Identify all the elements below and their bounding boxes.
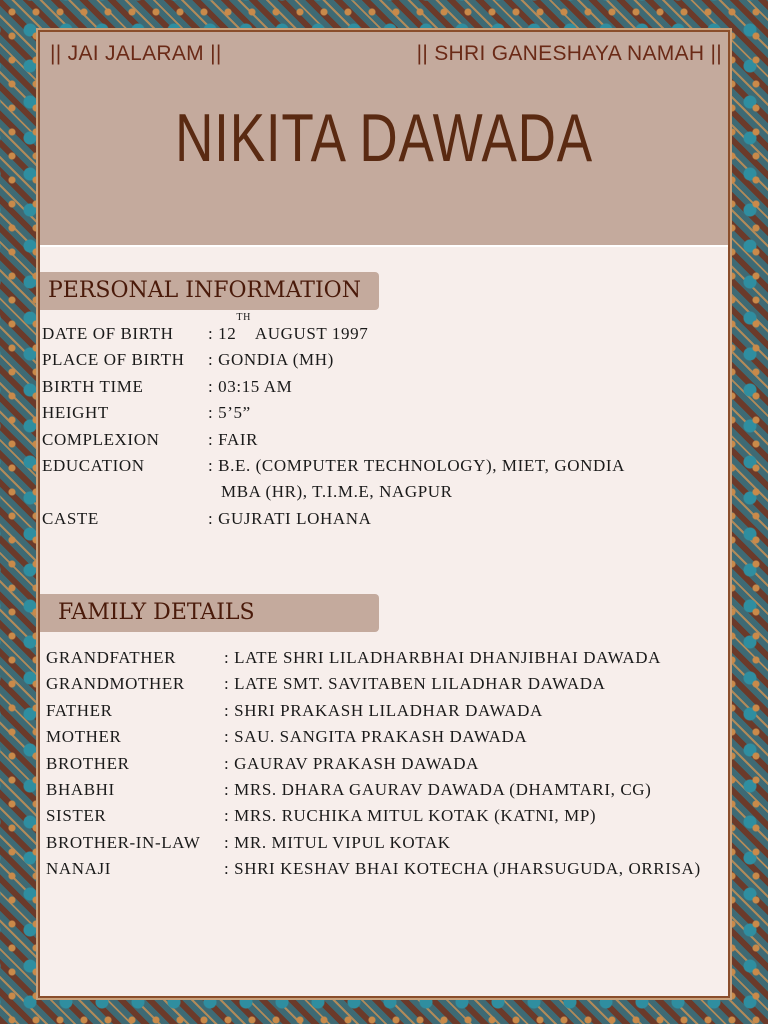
family-label: MOTHER [46,727,122,747]
row-complexion [42,427,625,453]
row-height [42,400,625,426]
row-education [42,453,625,479]
family-label: BROTHER [46,753,130,773]
family-label: SISTER [46,806,107,826]
value-date-of-birth [208,312,369,347]
value-education: : B.E. (COMPUTER TECHNOLOGY), MIET, GONDIA [208,455,625,475]
dob-month-year: AUGUST 1997 [250,324,369,343]
label-height: HEIGHT [42,403,109,423]
label-place-of-birth: PLACE OF BIRTH [42,350,185,370]
family-row [46,671,701,697]
row-education-continued [42,479,625,505]
label-complexion: COMPLEXION [42,429,160,449]
label-date-of-birth: DATE OF BIRTH [42,324,174,343]
family-details-heading: FAMILY DETAILS [40,594,379,632]
dob-ordinal: TH [236,312,251,323]
row-birth-time [42,374,625,400]
family-value: : SHRI KESHAV BHAI KOTECHA (JHARSUGUDA, ORRISA) [224,859,701,879]
value-education-continued: MBA (HR), T.I.M.E, NAGPUR [221,482,453,502]
candidate-name: NIKITA DAWADA [175,100,593,176]
family-value: : SAU. SANGITA PRAKASH DAWADA [224,727,528,747]
family-label: GRANDFATHER [46,648,177,667]
family-row [46,803,701,829]
personal-information-heading: PERSONAL INFORMATION [40,272,379,310]
family-label: FATHER [46,700,113,720]
header-band [40,32,728,245]
biodata-card [38,30,730,998]
family-value: : LATE SMT. SAVITABEN LILADHAR DAWADA [224,674,606,694]
family-value: : GAURAV PRAKASH DAWADA [224,753,480,773]
value-birth-time: : 03:15 AM [208,376,293,396]
family-row [46,751,701,777]
label-caste: CASTE [42,508,99,528]
family-row [46,698,701,724]
family-label: GRANDMOTHER [46,674,185,694]
family-value: : MRS. DHARA GAURAV DAWADA (DHAMTARI, CG) [224,779,652,799]
family-row [46,645,701,671]
family-value: : SHRI PRAKASH LILADHAR DAWADA [224,700,543,720]
header-divider [40,245,728,247]
invocation-left: || JAI JALARAM || [50,42,222,65]
row-caste [42,506,625,532]
family-row [46,777,701,803]
invocation-right: || SHRI GANESHAYA NAMAH || [416,42,722,65]
family-value: : MR. MITUL VIPUL KOTAK [224,832,451,852]
row-place-of-birth [42,347,625,373]
label-education: EDUCATION [42,455,145,475]
value-complexion: : FAIR [208,429,259,449]
family-label: NANAJI [46,859,111,879]
family-value: : LATE SHRI LILADHARBHAI DHANJIBHAI DAWADA [224,648,662,667]
row-date-of-birth [42,312,625,347]
value-place-of-birth: : GONDIA (MH) [208,350,334,370]
family-row [46,856,701,882]
family-row [46,724,701,750]
personal-information-list [42,312,625,532]
family-details-list [46,645,701,883]
value-height: : 5’5” [208,403,251,423]
family-row [46,830,701,856]
family-label: BROTHER-IN-LAW [46,832,201,852]
dob-day: : 12 [208,324,237,343]
label-birth-time: BIRTH TIME [42,376,144,396]
family-value: : MRS. RUCHIKA MITUL KOTAK (KATNI, MP) [224,806,597,826]
value-caste: : GUJRATI LOHANA [208,508,372,528]
family-label: BHABHI [46,779,115,799]
